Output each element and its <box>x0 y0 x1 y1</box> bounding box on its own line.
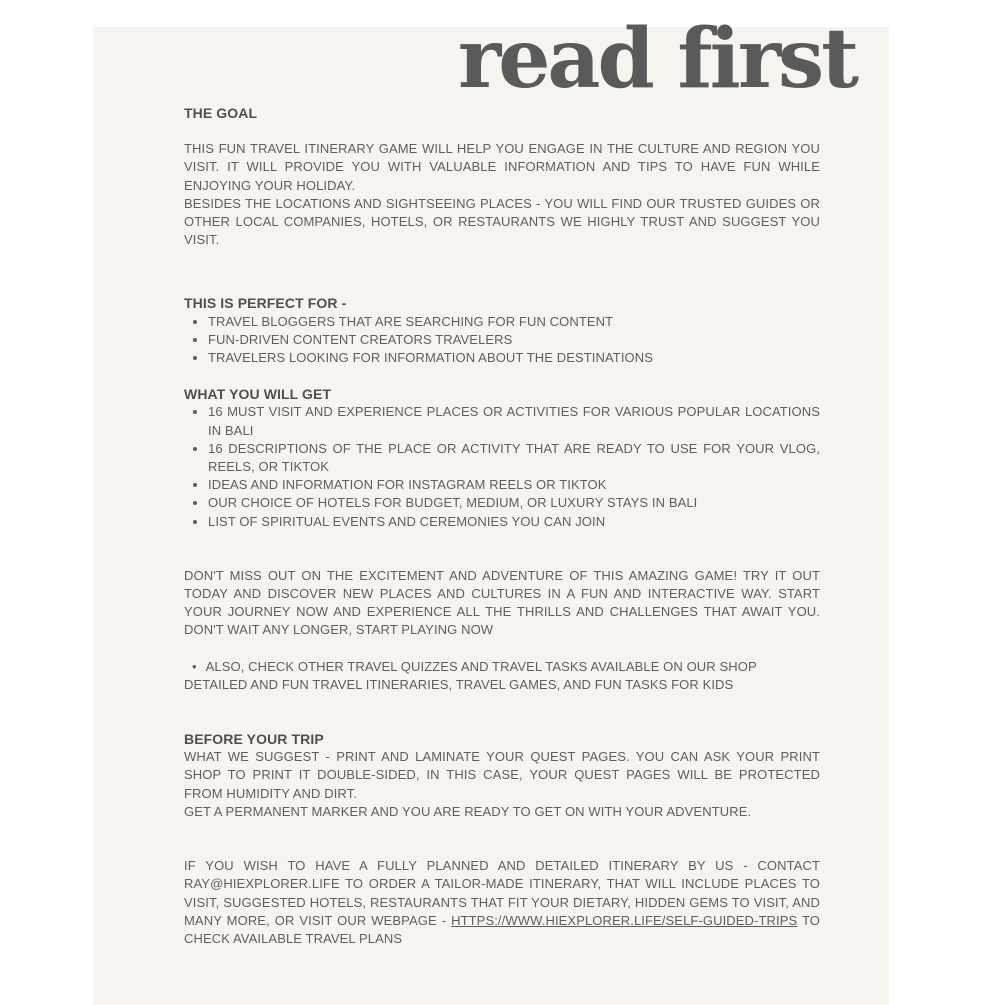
page-title: read first <box>458 11 857 107</box>
list-item: • OUR CHOICE OF HOTELS FOR BUDGET, MEDIUM, OR LUXURY STAYS IN BALI <box>208 494 820 512</box>
goal-paragraph-1: THIS FUN TRAVEL ITINERARY GAME WILL HELP YOU ENGAGE IN THE CULTURE AND REGION YOU VISIT. IT WILL PROVIDE YOU WITH VALUABLE INFORMATION AND TIPS TO HAVE FUN WHILE ENJOYING YOUR HOLIDAY. <box>184 141 820 193</box>
what-you-get-list <box>184 403 820 530</box>
contact-after-link: TO CHECK AVAILABLE TRAVEL PLANS <box>184 912 821 946</box>
promo-paragraph: DON'T MISS OUT ON THE EXCITEMENT AND ADVENTURE OF THIS AMAZING GAME! TRY IT OUT TODAY AND DISCOVER NEW PLACES AND CULTURES IN A FUN AND INTERACTIVE WAY. START YOUR JOURNEY NOW AND EXPERIENCE ALL THE THRILLS AND CHALLENGES THAT AWAIT YOU. DON'T WAIT ANY LONGER, START PLAYING NOW <box>184 567 820 638</box>
list-item: • IDEAS AND INFORMATION FOR INSTAGRAM REELS OR TIKTOK <box>208 476 820 494</box>
before-trip-paragraph-1: WHAT WE SUGGEST - PRINT AND LAMINATE YOUR QUEST PAGES. YOU CAN ASK YOUR PRINT SHOP TO PRINT IT DOUBLE-SIDED, IN THIS CASE, YOUR QUEST PAGES WILL BE PROTECTED FROM HUMIDITY AND DIRT. <box>184 749 820 801</box>
goal-heading: THE GOAL <box>184 105 258 121</box>
contact-text: IF YOU WISH TO HAVE A FULLY PLANNED AND DETAILED ITINERARY BY US - CONTACT RAY@HIEXPLORER.LIFE TO ORDER A TAILOR-MADE ITINERARY, THAT WILL INCLUDE PLACES TO VISIT, SUGGESTED HOTELS, RESTAURANTS THAT FIT YOUR DIETARY, HIDDEN GEMS TO VISIT, AND MANY MORE, OR VISIT OUR WEBPAGE - <box>184 858 820 928</box>
list-item: • FUN-DRIVEN CONTENT CREATORS TRAVELERS <box>208 331 820 349</box>
before-trip-paragraph-2: GET A PERMANENT MARKER AND YOU ARE READY TO GET ON WITH YOUR ADVENTURE. <box>184 803 752 819</box>
before-trip-heading: BEFORE YOUR TRIP <box>184 731 324 748</box>
also-check-line: • ALSO, CHECK OTHER TRAVEL QUIZZES AND TRAVEL TASKS AVAILABLE ON OUR SHOP <box>184 658 820 676</box>
list-item: • LIST OF SPIRITUAL EVENTS AND CEREMONIES YOU CAN JOIN <box>208 513 820 531</box>
list-item: • TRAVELERS LOOKING FOR INFORMATION ABOUT THE DESTINATIONS <box>208 349 820 367</box>
list-item: • 16 DESCRIPTIONS OF THE PLACE OR ACTIVITY THAT ARE READY TO USE FOR YOUR VLOG, REELS, OR TIKTOK <box>208 440 820 476</box>
also-check-line-2: DETAILED AND FUN TRAVEL ITINERARIES, TRAVEL GAMES, AND FUN TASKS FOR KIDS <box>184 676 734 692</box>
what-you-get-heading: WHAT YOU WILL GET <box>184 386 332 403</box>
perfect-for-list <box>184 313 820 368</box>
goal-paragraph-2: BESIDES THE LOCATIONS AND SIGHTSEEING PLACES - YOU WILL FIND OUR TRUSTED GUIDES OR OTHER LOCAL COMPANIES, HOTELS, OR RESTAURANTS WE HIGHLY TRUST AND SUGGEST YOU VISIT. <box>184 195 820 248</box>
contact-paragraph <box>184 857 820 948</box>
list-item: • 16 MUST VISIT AND EXPERIENCE PLACES OR ACTIVITIES FOR VARIOUS POPULAR LOCATIONS IN BALI <box>208 403 820 439</box>
list-item: • TRAVEL BLOGGERS THAT ARE SEARCHING FOR FUN CONTENT <box>208 313 820 331</box>
perfect-for-heading: THIS IS PERFECT FOR - <box>184 295 347 312</box>
self-guided-trips-link[interactable]: HTTPS://WWW.HIEXPLORER.LIFE/SELF-GUIDED-TRIPS <box>451 912 798 928</box>
document-content <box>184 104 820 948</box>
